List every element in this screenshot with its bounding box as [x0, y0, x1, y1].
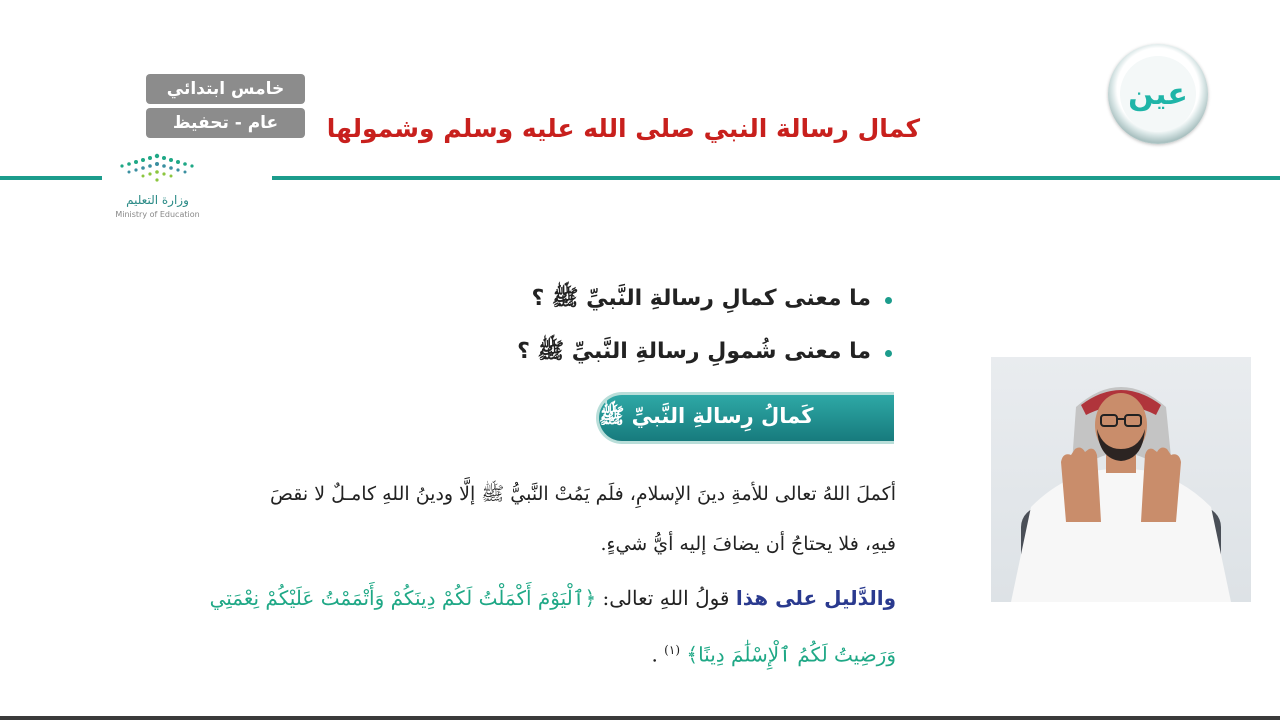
- paragraph-line: أكملَ اللهُ تعالى للأمةِ دينَ الإسلامِ، فلَم يَمُتْ النَّبيُّ ﷺ إلَّا ودينُ اللهِ كامـلٌ لا نقصَ: [270, 483, 896, 505]
- lesson-title: كمال رسالة النبي صلى الله عليه وسلم وشمولها: [326, 114, 920, 143]
- question-text: ما معنى كمالِ رسالةِ النَّبيِّ ﷺ ؟: [531, 286, 871, 311]
- paragraph-line: فيهِ، فلا يحتاجُ أن يضافَ إليه أيُّ شيءٍ.: [600, 533, 896, 555]
- evidence-line: [60, 578, 896, 618]
- logo-text: عين: [1128, 76, 1188, 112]
- header-rule-right: [272, 176, 1280, 180]
- verse-end: .: [651, 642, 658, 667]
- interpreter-video: [991, 357, 1251, 602]
- interpreter-figure: [991, 357, 1251, 602]
- section-banner-label: كَمالُ رِسالةِ النَّبيِّ ﷺ: [599, 403, 814, 428]
- footnote-marker: (١): [664, 643, 680, 657]
- section-banner: [596, 392, 894, 444]
- header-rule-left: [0, 176, 102, 180]
- track-badge: عام - تحفيظ: [146, 108, 305, 138]
- question-item: [380, 336, 892, 370]
- ministry-logo: [100, 150, 260, 225]
- verse-text: ﴿ٱلْيَوْمَ أَكْمَلْتُ لَكُمْ دِينَكُمْ وَأَتْمَمْتُ عَلَيْكُمْ نِعْمَتِي: [209, 586, 597, 610]
- ministry-name-en: Ministry of Education: [115, 210, 200, 219]
- evidence-lead: والدَّليل على هذا: [735, 586, 896, 610]
- grade-badge: خامس ابتدائي: [146, 74, 305, 104]
- bullet-dot-icon: [885, 297, 892, 304]
- evidence-intro: قولُ اللهِ تعالى:: [602, 586, 730, 610]
- ayn-logo-icon: [1108, 44, 1208, 144]
- bottom-border: [0, 716, 1280, 720]
- ministry-name-ar: وزارة التعليم: [126, 193, 189, 207]
- question-item: [380, 283, 892, 317]
- verse-text: وَرَضِيتُ لَكُمُ ٱلْإِسْلَٰمَ دِينًا﴾: [686, 642, 896, 667]
- verse-line: [60, 630, 896, 670]
- question-text: ما معنى شُمولِ رسالةِ النَّبيِّ ﷺ ؟: [517, 339, 871, 364]
- ministry-dots-icon: [100, 150, 215, 190]
- bullet-dot-icon: [885, 350, 892, 357]
